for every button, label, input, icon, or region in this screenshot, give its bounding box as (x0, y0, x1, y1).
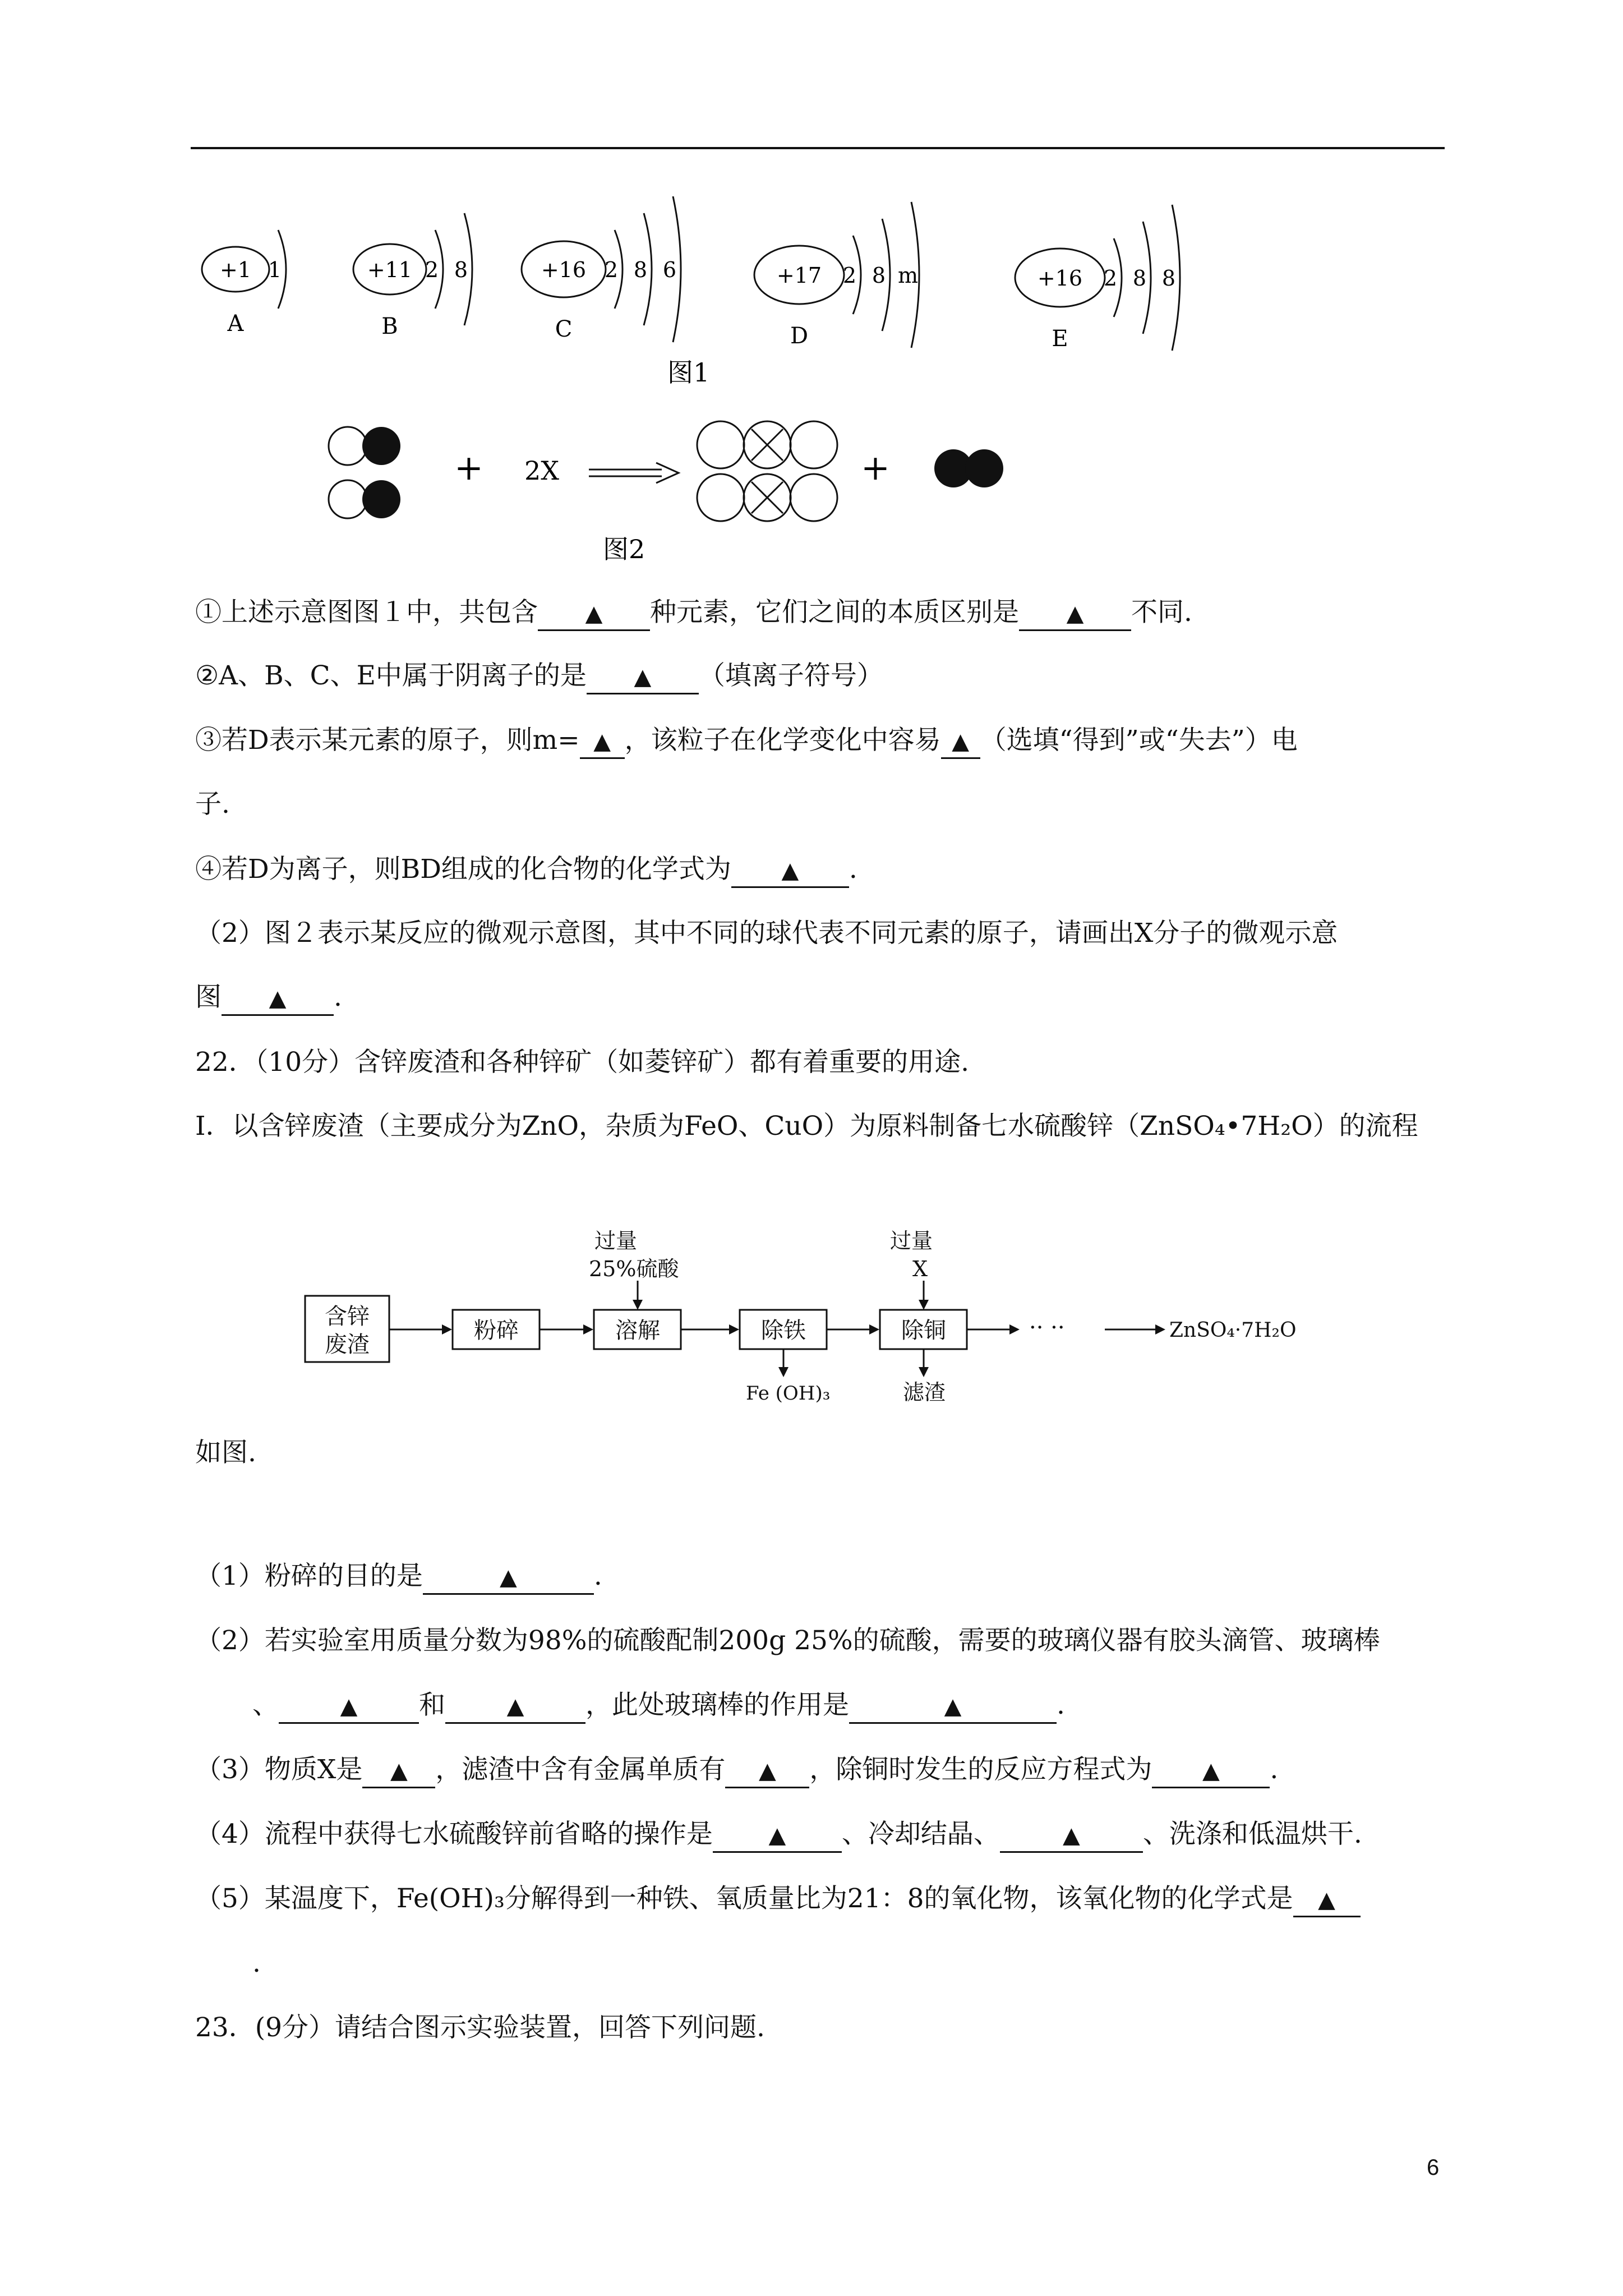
answer-blank[interactable]: ▲ (725, 1754, 809, 1788)
q22-title: 22．（10分）含锌废渣和各种锌矿（如菱锌矿）都有着重要的用途. (195, 1047, 970, 1078)
answer-blank[interactable]: ▲ (849, 1690, 1057, 1724)
electron-count: m (897, 263, 919, 288)
q21-part3: ③若D表示某元素的原子，则m= ▲ ，该粒子在化学变化中容易 ▲ （选填“得到”或“失去”）电 (195, 724, 1298, 759)
q23-title: 23．(9分）请结合图示实验装置，回答下列问题. (195, 2012, 765, 2043)
atom-diagram-a (202, 230, 286, 337)
nucleus-charge: +16 (541, 257, 587, 282)
flow-box-crush-label: 粉碎 (474, 1318, 519, 1343)
electron-count: 8 (1132, 266, 1147, 291)
figure-1-atom-diagrams (191, 196, 1256, 398)
atom-diagram-b (353, 213, 472, 339)
flow-ellipsis: ·· ·· (1029, 1315, 1065, 1341)
coefficient-2x: 2X (524, 455, 560, 486)
atom-label: C (555, 316, 573, 342)
flow-box-waste-line1: 含锌 (325, 1304, 370, 1329)
electron-count: 2 (1103, 266, 1118, 291)
q21-part1: ①上述示意图图１中，共包含 ▲ 种元素，它们之间的本质区别是 ▲ 不同. (195, 596, 1192, 631)
atom-label: A (227, 311, 244, 337)
q22-sub2: （2）若实验室用质量分数为98%的硫酸配制200g 25%的硫酸，需要的玻璃仪器有胶头滴管、玻璃棒 (195, 1625, 1380, 1656)
answer-blank[interactable]: ▲ (1019, 597, 1131, 631)
output-iron-hydroxide: Fe (OH)₃ (746, 1382, 831, 1405)
q21-part5: （2）图２表示某反应的微观示意图，其中不同的球代表不同元素的原子，请画出X分子的微观示意 (195, 918, 1338, 949)
atom-diagram-d (754, 202, 919, 349)
q21-part2: ②A、B、C、E中属于阴离子的是 ▲ （填离子符号） (195, 659, 883, 694)
electron-count: 8 (454, 257, 468, 282)
q21-part4: ④若D为离子，则BD组成的化合物的化学式为 ▲ . (195, 853, 857, 888)
electron-count: 1 (268, 257, 282, 282)
product-molecule-2 (934, 449, 1003, 487)
nucleus-charge: +17 (776, 263, 822, 288)
output-residue: 滤渣 (903, 1380, 946, 1405)
q22-intro: Ⅰ．以含锌废渣（主要成分为ZnO，杂质为FeO、CuO）为原料制备七水硫酸锌（ZnSO₄•7H₂O）的流程 (195, 1111, 1418, 1142)
answer-blank[interactable]: ▲ (1293, 1883, 1361, 1917)
atom-diagram-c (522, 196, 681, 342)
electron-count: 2 (842, 263, 857, 288)
flow-product: ZnSO₄·7H₂O (1169, 1319, 1297, 1342)
flow-box-remove-iron-label: 除铁 (761, 1318, 806, 1343)
answer-blank[interactable]: ▲ (538, 597, 650, 631)
answer-blank[interactable]: ▲ (279, 1690, 419, 1724)
electron-count: 8 (633, 257, 648, 282)
electron-count: 8 (1161, 266, 1176, 291)
nucleus-charge: +16 (1037, 266, 1083, 291)
flow-box-dissolve-label: 溶解 (615, 1318, 660, 1343)
answer-blank[interactable]: ▲ (222, 982, 334, 1016)
answer-blank[interactable]: ▲ (587, 660, 699, 694)
answer-blank[interactable]: ▲ (445, 1690, 585, 1724)
answer-blank[interactable]: ▲ (362, 1754, 435, 1788)
plus-sign-1: + (454, 447, 483, 488)
answer-blank[interactable]: ▲ (731, 854, 849, 888)
answer-blank[interactable]: ▲ (1000, 1819, 1143, 1853)
atom-label: B (381, 314, 398, 339)
nucleus-charge: +1 (219, 257, 252, 282)
flow-box-waste-line2: 废渣 (325, 1332, 370, 1358)
electron-count: 2 (604, 257, 619, 282)
atom-label: D (790, 323, 809, 349)
figure-2-reaction-diagram (314, 407, 1099, 569)
reagent-1-line1: 过量 (594, 1228, 638, 1253)
q21-part3-cont: 子. (195, 789, 230, 820)
zinc-sulfate-flowchart (297, 1220, 1363, 1422)
atom-label: E (1052, 326, 1068, 352)
electron-count: 6 (662, 257, 677, 282)
q22-sub5-cont: . (252, 1948, 261, 1978)
q22-sub1: （1）粉碎的目的是 ▲ . (195, 1559, 602, 1595)
reaction-arrow (589, 463, 679, 483)
flow-box-remove-copper-label: 除铜 (901, 1318, 946, 1343)
nucleus-charge: +11 (367, 257, 413, 282)
reagent-1-line2: 25%硫酸 (589, 1257, 679, 1281)
page-number: 6 (1427, 2155, 1440, 2180)
product-molecules-1 (697, 421, 837, 521)
figure-2-caption: 图2 (603, 534, 645, 564)
q22-sub5: （5）某温度下，Fe(OH)₃分解得到一种铁、氧质量比为21：8的氧化物，该氧化物的化学式是 ▲ (195, 1882, 1361, 1917)
answer-blank[interactable]: ▲ (941, 725, 980, 759)
reagent-2-line1: 过量 (890, 1228, 933, 1253)
electron-count: 8 (872, 263, 886, 288)
atom-diagram-e (1015, 205, 1180, 352)
q22-sub2-cont: 、 ▲ 和 ▲ ，此处玻璃棒的作用是 ▲ . (252, 1688, 1065, 1724)
figure-1-caption: 图1 (667, 357, 710, 388)
electron-count: 2 (425, 257, 439, 282)
answer-blank[interactable]: ▲ (423, 1561, 594, 1595)
q22-sub4: （4）流程中获得七水硫酸锌前省略的操作是 ▲ 、冷却结晶、 ▲ 、洗涤和低温烘干. (195, 1818, 1362, 1853)
plus-sign-2: + (861, 447, 890, 488)
reactant-molecules (329, 427, 400, 518)
q22-sub3: （3）物质X是 ▲ ，滤渣中含有金属单质有 ▲ ，除铜时发生的反应方程式为 ▲ . (195, 1753, 1278, 1788)
q22-intro-cont: 如图. (195, 1437, 256, 1468)
answer-blank[interactable]: ▲ (713, 1819, 842, 1853)
answer-blank[interactable]: ▲ (1152, 1754, 1270, 1788)
reagent-2-line2: X (912, 1257, 928, 1281)
q21-part5-cont: 图 ▲ . (195, 981, 342, 1016)
header-rule (191, 147, 1445, 149)
answer-blank[interactable]: ▲ (580, 725, 625, 759)
